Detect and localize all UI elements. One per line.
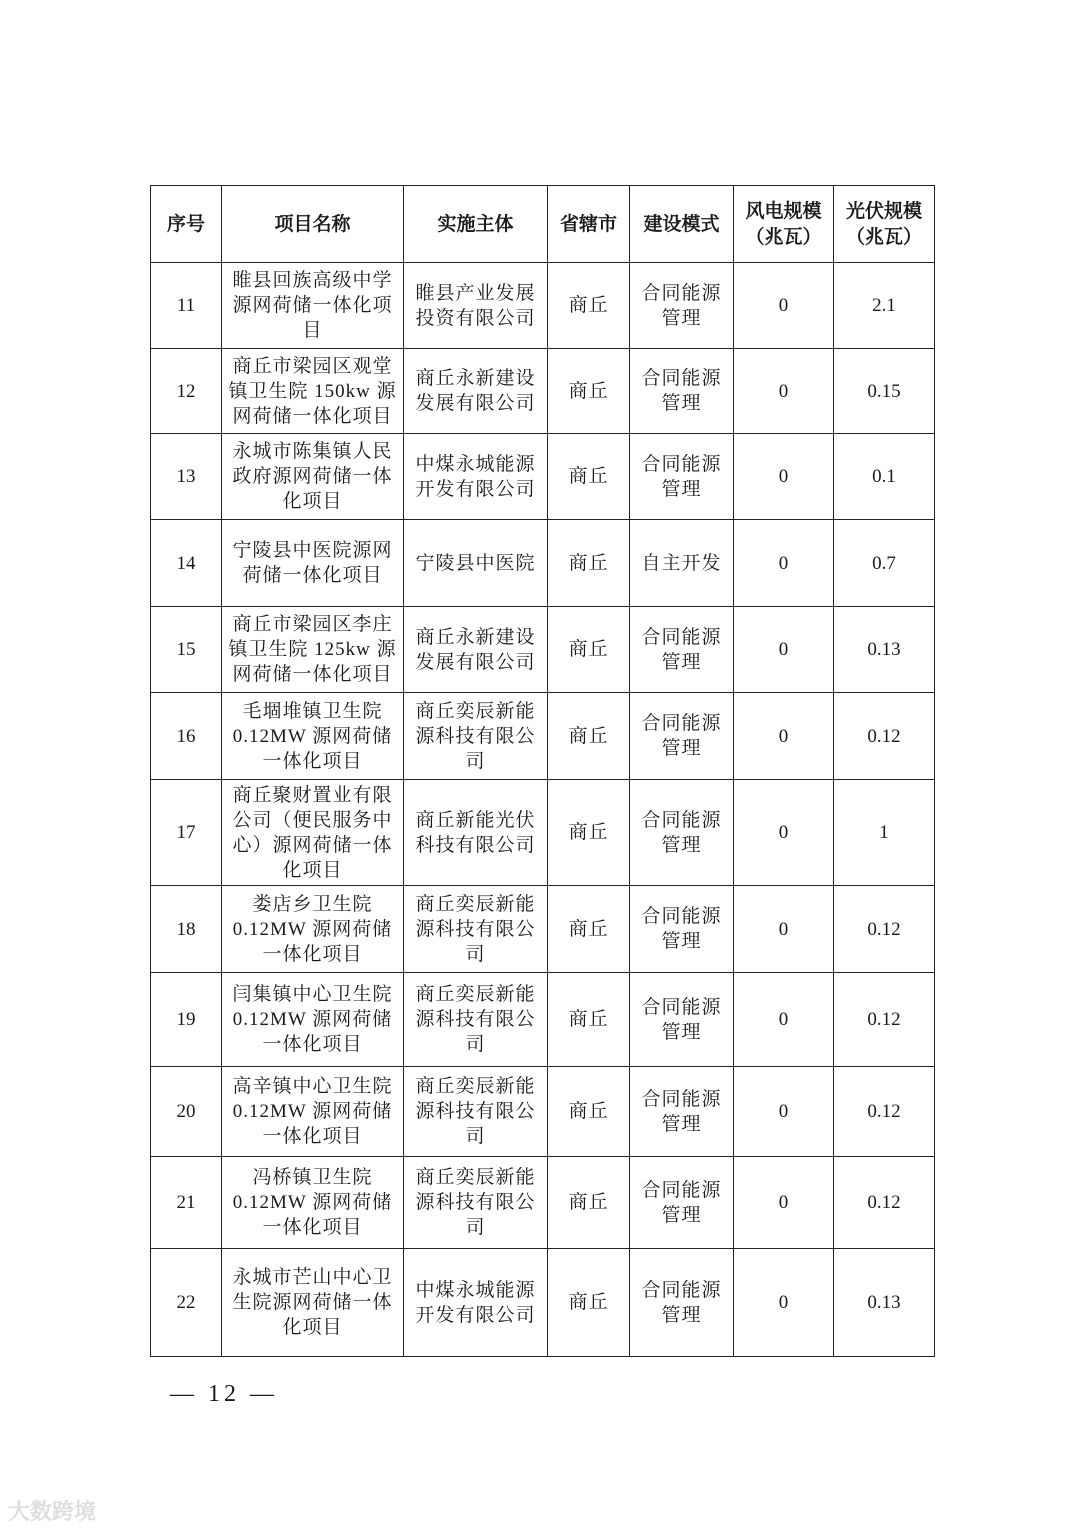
cell-wind: 0 [734,886,834,973]
cell-mode: 合同能源 管理 [630,1249,734,1357]
cell-wind: 0 [734,780,834,886]
header-pv: 光伏规模 （兆瓦） [834,186,935,263]
cell-mode: 自主开发 [630,520,734,607]
table-row [151,263,935,349]
cell-wind: 0 [734,607,834,693]
cell-no: 12 [151,349,222,434]
cell-wind: 0 [734,434,834,520]
cell-impl: 商丘奕辰新能 源科技有限公 司 [404,886,548,973]
cell-no: 11 [151,263,222,349]
cell-pv: 0.13 [834,1249,935,1357]
cell-city: 商丘 [548,263,630,349]
cell-pv: 0.12 [834,973,935,1067]
cell-city: 商丘 [548,780,630,886]
cell-city: 商丘 [548,1067,630,1157]
cell-pv: 0.7 [834,520,935,607]
table-row [151,973,935,1067]
cell-impl: 商丘奕辰新能 源科技有限公 司 [404,973,548,1067]
cell-pv: 0.1 [834,434,935,520]
page-number: — 12 — [170,1381,278,1407]
cell-wind: 0 [734,349,834,434]
table-row [151,349,935,434]
cell-pv: 0.12 [834,693,935,780]
cell-impl: 中煤永城能源 开发有限公司 [404,1249,548,1357]
cell-city: 商丘 [548,1157,630,1249]
header-impl: 实施主体 [404,186,548,263]
cell-wind: 0 [734,1067,834,1157]
header-city: 省辖市 [548,186,630,263]
cell-name: 宁陵县中医院源网 荷储一体化项目 [222,520,404,607]
cell-city: 商丘 [548,886,630,973]
cell-wind: 0 [734,520,834,607]
cell-no: 21 [151,1157,222,1249]
cell-mode: 合同能源 管理 [630,349,734,434]
header-name: 项目名称 [222,186,404,263]
table-row [151,886,935,973]
cell-pv: 0.12 [834,886,935,973]
cell-wind: 0 [734,1249,834,1357]
cell-name: 永城市芒山中心卫 生院源网荷储一体 化项目 [222,1249,404,1357]
project-table [150,185,935,1357]
table-row [151,520,935,607]
cell-city: 商丘 [548,434,630,520]
cell-city: 商丘 [548,349,630,434]
cell-no: 22 [151,1249,222,1357]
cell-impl: 商丘永新建设 发展有限公司 [404,607,548,693]
cell-impl: 商丘奕辰新能 源科技有限公 司 [404,1157,548,1249]
cell-no: 20 [151,1067,222,1157]
cell-name: 商丘聚财置业有限 公司（便民服务中 心）源网荷储一体 化项目 [222,780,404,886]
table-row [151,434,935,520]
cell-pv: 1 [834,780,935,886]
cell-name: 商丘市梁园区观堂 镇卫生院 150kw 源 网荷储一体化项目 [222,349,404,434]
cell-name: 睢县回族高级中学 源网荷储一体化项 目 [222,263,404,349]
cell-city: 商丘 [548,1249,630,1357]
cell-impl: 宁陵县中医院 [404,520,548,607]
watermark-logo: 大数跨境 [8,1500,97,1525]
cell-impl: 商丘奕辰新能 源科技有限公 司 [404,693,548,780]
cell-mode: 合同能源 管理 [630,1067,734,1157]
cell-impl: 睢县产业发展 投资有限公司 [404,263,548,349]
cell-wind: 0 [734,973,834,1067]
cell-no: 14 [151,520,222,607]
cell-no: 15 [151,607,222,693]
cell-mode: 合同能源 管理 [630,973,734,1067]
cell-mode: 合同能源 管理 [630,693,734,780]
cell-wind: 0 [734,693,834,780]
cell-no: 13 [151,434,222,520]
table-row [151,1067,935,1157]
table-row [151,780,935,886]
cell-no: 17 [151,780,222,886]
cell-impl: 商丘永新建设 发展有限公司 [404,349,548,434]
cell-impl: 商丘新能光伏 科技有限公司 [404,780,548,886]
cell-no: 19 [151,973,222,1067]
cell-impl: 中煤永城能源 开发有限公司 [404,434,548,520]
cell-mode: 合同能源 管理 [630,263,734,349]
cell-no: 18 [151,886,222,973]
cell-pv: 0.15 [834,349,935,434]
cell-wind: 0 [734,1157,834,1249]
cell-pv: 0.12 [834,1157,935,1249]
cell-city: 商丘 [548,693,630,780]
cell-city: 商丘 [548,520,630,607]
cell-name: 高辛镇中心卫生院 0.12MW 源网荷储 一体化项目 [222,1067,404,1157]
table-row [151,1249,935,1357]
cell-name: 永城市陈集镇人民 政府源网荷储一体 化项目 [222,434,404,520]
table-row [151,607,935,693]
cell-no: 16 [151,693,222,780]
cell-city: 商丘 [548,607,630,693]
cell-mode: 合同能源 管理 [630,780,734,886]
header-wind: 风电规模 （兆瓦） [734,186,834,263]
header-mode: 建设模式 [630,186,734,263]
header-no: 序号 [151,186,222,263]
cell-name: 冯桥镇卫生院 0.12MW 源网荷储 一体化项目 [222,1157,404,1249]
cell-pv: 0.12 [834,1067,935,1157]
cell-name: 娄店乡卫生院 0.12MW 源网荷储 一体化项目 [222,886,404,973]
header-row [151,186,935,263]
cell-mode: 合同能源 管理 [630,1157,734,1249]
cell-wind: 0 [734,263,834,349]
cell-name: 毛堌堆镇卫生院 0.12MW 源网荷储 一体化项目 [222,693,404,780]
page-sheet [150,185,934,1409]
cell-name: 商丘市梁园区李庄 镇卫生院 125kw 源 网荷储一体化项目 [222,607,404,693]
cell-pv: 0.13 [834,607,935,693]
cell-mode: 合同能源 管理 [630,886,734,973]
table-row [151,693,935,780]
cell-name: 闫集镇中心卫生院 0.12MW 源网荷储 一体化项目 [222,973,404,1067]
cell-pv: 2.1 [834,263,935,349]
cell-mode: 合同能源 管理 [630,607,734,693]
cell-city: 商丘 [548,973,630,1067]
table-row [151,1157,935,1249]
cell-mode: 合同能源 管理 [630,434,734,520]
cell-impl: 商丘奕辰新能 源科技有限公 司 [404,1067,548,1157]
